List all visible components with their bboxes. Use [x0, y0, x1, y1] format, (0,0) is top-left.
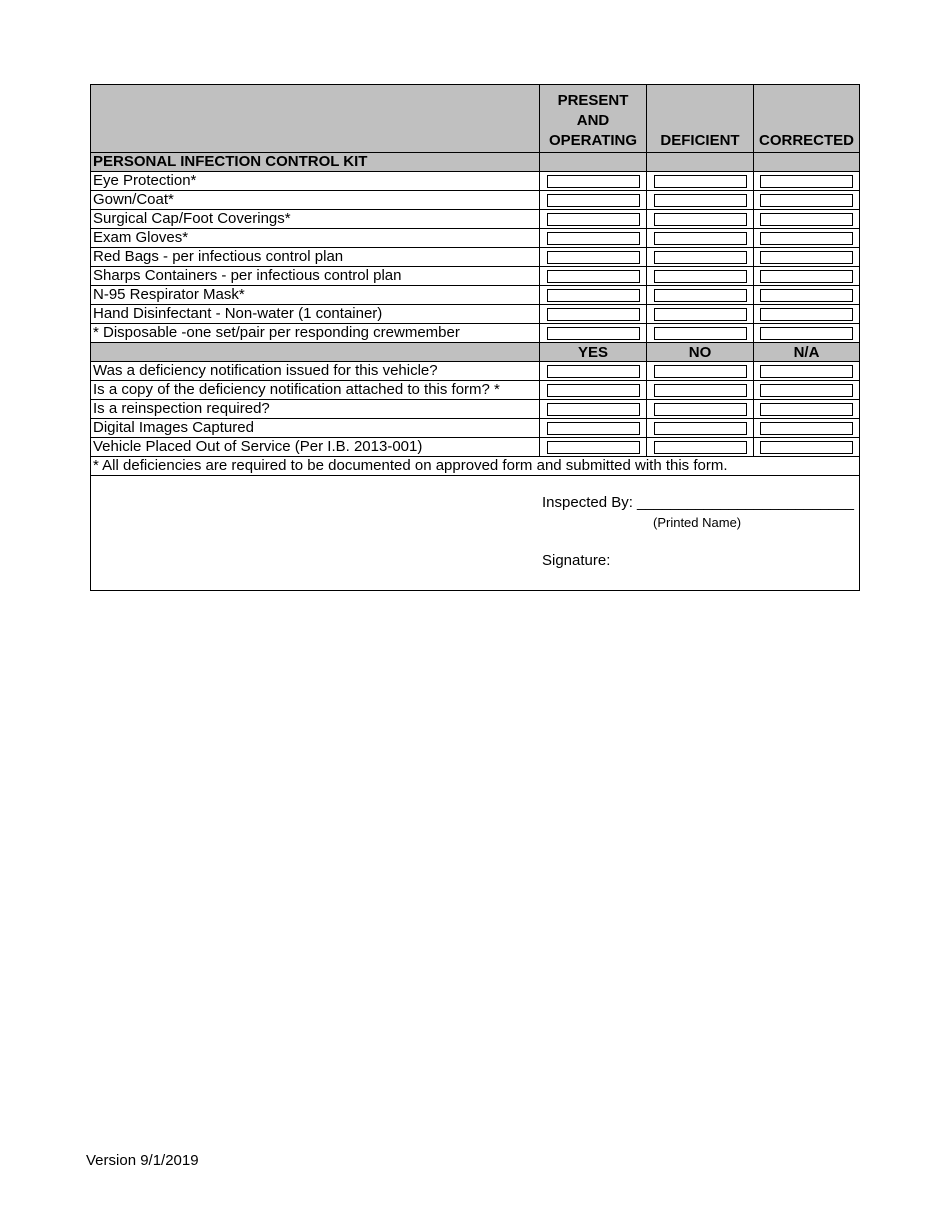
- question-label: Is a reinspection required?: [91, 400, 540, 418]
- inspected-by-field[interactable]: Inspected By: __________________________: [542, 494, 854, 511]
- header-corrected: CORRECTED: [758, 132, 854, 149]
- na-checkbox[interactable]: [760, 384, 853, 397]
- table-row: [91, 305, 859, 324]
- deficient-checkbox[interactable]: [654, 194, 747, 207]
- corrected-cell: [754, 267, 859, 285]
- deficient-cell: [647, 286, 754, 304]
- item-label: Exam Gloves*: [91, 229, 540, 247]
- na-checkbox[interactable]: [760, 403, 853, 416]
- yes-checkbox[interactable]: [547, 365, 640, 378]
- na-cell: [754, 438, 859, 456]
- yes-cell: [540, 381, 647, 399]
- present-cell: [540, 248, 647, 266]
- question-label: Digital Images Captured: [91, 419, 540, 437]
- corrected-checkbox[interactable]: [760, 232, 853, 245]
- yes-cell: [540, 419, 647, 437]
- present-checkbox[interactable]: [547, 308, 640, 321]
- corrected-checkbox[interactable]: [760, 213, 853, 226]
- corrected-checkbox[interactable]: [760, 289, 853, 302]
- na-checkbox[interactable]: [760, 422, 853, 435]
- yes-checkbox[interactable]: [547, 403, 640, 416]
- na-cell: [754, 400, 859, 418]
- table-row: [91, 172, 859, 191]
- present-checkbox[interactable]: [547, 251, 640, 264]
- footnote: * All deficiencies are required to be documented on approved form and submitted with this form.: [91, 457, 859, 476]
- corrected-checkbox[interactable]: [760, 270, 853, 283]
- deficient-cell: [647, 229, 754, 247]
- table-row: [91, 400, 859, 419]
- no-checkbox[interactable]: [654, 365, 747, 378]
- present-cell: [540, 286, 647, 304]
- question-section-header: [91, 343, 859, 362]
- no-cell: [647, 438, 754, 456]
- corrected-cell: [754, 286, 859, 304]
- present-cell: [540, 191, 647, 209]
- item-label: Surgical Cap/Foot Coverings*: [91, 210, 540, 228]
- kit-section-blank-2: [647, 153, 754, 171]
- deficient-checkbox[interactable]: [654, 232, 747, 245]
- present-checkbox[interactable]: [547, 175, 640, 188]
- deficient-checkbox[interactable]: [654, 308, 747, 321]
- yes-cell: [540, 438, 647, 456]
- deficient-cell: [647, 210, 754, 228]
- yes-checkbox[interactable]: [547, 422, 640, 435]
- deficient-checkbox[interactable]: [654, 289, 747, 302]
- header-na: N/A: [793, 343, 820, 361]
- corrected-cell: [754, 248, 859, 266]
- present-cell: [540, 267, 647, 285]
- table-row: [91, 381, 859, 400]
- question-label: Was a deficiency notification issued for this vehicle?: [91, 362, 540, 380]
- item-label: Eye Protection*: [91, 172, 540, 190]
- present-checkbox[interactable]: [547, 213, 640, 226]
- item-label: Gown/Coat*: [91, 191, 540, 209]
- header-present-text: PRESENT: [557, 92, 629, 109]
- kit-section-header: [91, 153, 859, 172]
- table-row: [91, 324, 859, 343]
- signature-block: [91, 476, 859, 590]
- corrected-cell: [754, 305, 859, 323]
- corrected-cell: [754, 172, 859, 190]
- header-yes: YES: [540, 343, 647, 361]
- no-checkbox[interactable]: [654, 422, 747, 435]
- present-checkbox[interactable]: [547, 289, 640, 302]
- printed-name-caption: (Printed Name): [653, 515, 742, 530]
- no-cell: [647, 362, 754, 380]
- na-cell: [754, 362, 859, 380]
- yes-cell: [540, 400, 647, 418]
- no-cell: [647, 419, 754, 437]
- deficient-cell: [647, 305, 754, 323]
- table-row: [91, 362, 859, 381]
- corrected-checkbox[interactable]: [760, 327, 853, 340]
- signature-field[interactable]: Signature:: [542, 552, 611, 569]
- deficient-checkbox[interactable]: [654, 327, 747, 340]
- item-label: N-95 Respirator Mask*: [91, 286, 540, 304]
- deficient-cell: [647, 248, 754, 266]
- deficient-checkbox[interactable]: [654, 175, 747, 188]
- kit-section-blank-3: [754, 153, 859, 171]
- header-operating-text: OPERATING: [548, 132, 638, 149]
- table-row: [91, 229, 859, 248]
- table-row: [91, 210, 859, 229]
- deficient-cell: [647, 191, 754, 209]
- deficient-cell: [647, 172, 754, 190]
- present-cell: [540, 210, 647, 228]
- present-checkbox[interactable]: [547, 232, 640, 245]
- version-label: Version 9/1/2019: [86, 1152, 199, 1169]
- no-cell: [647, 400, 754, 418]
- question-label: Is a copy of the deficiency notification attached to this form? *: [91, 381, 540, 399]
- item-label: * Disposable -one set/pair per responding crewmember: [91, 324, 540, 342]
- deficient-checkbox[interactable]: [654, 270, 747, 283]
- na-cell: [754, 419, 859, 437]
- na-checkbox[interactable]: [760, 441, 853, 454]
- corrected-checkbox[interactable]: [760, 194, 853, 207]
- yes-cell: [540, 362, 647, 380]
- deficient-checkbox[interactable]: [654, 213, 747, 226]
- present-checkbox[interactable]: [547, 327, 640, 340]
- header-blank-cell: [91, 85, 540, 152]
- header-deficient: DEFICIENT: [647, 85, 754, 152]
- table-row: [91, 267, 859, 286]
- no-checkbox[interactable]: [654, 384, 747, 397]
- corrected-cell: [754, 191, 859, 209]
- inspection-form: [90, 84, 860, 591]
- table-row: [91, 286, 859, 305]
- item-label: Red Bags - per infectious control plan: [91, 248, 540, 266]
- item-label: Sharps Containers - per infectious control plan: [91, 267, 540, 285]
- no-checkbox[interactable]: [654, 403, 747, 416]
- corrected-cell: [754, 324, 859, 342]
- question-section-blank: [91, 343, 540, 361]
- no-cell: [647, 381, 754, 399]
- header-present-operating: [540, 85, 647, 152]
- present-cell: [540, 229, 647, 247]
- item-label: Hand Disinfectant - Non-water (1 container): [91, 305, 540, 323]
- table-row: [91, 191, 859, 210]
- corrected-checkbox[interactable]: [760, 175, 853, 188]
- yes-checkbox[interactable]: [547, 384, 640, 397]
- present-cell: [540, 324, 647, 342]
- header-no: NO: [647, 343, 754, 361]
- table-row: [91, 419, 859, 438]
- column-header-row: [91, 85, 859, 153]
- header-and-text: AND: [576, 112, 610, 129]
- table-row: [91, 248, 859, 267]
- present-cell: [540, 305, 647, 323]
- kit-section-title: PERSONAL INFECTION CONTROL KIT: [91, 153, 540, 171]
- na-cell: [754, 381, 859, 399]
- table-row: [91, 438, 859, 457]
- deficient-cell: [647, 324, 754, 342]
- present-checkbox[interactable]: [547, 194, 640, 207]
- kit-section-blank-1: [540, 153, 647, 171]
- deficient-checkbox[interactable]: [654, 251, 747, 264]
- corrected-checkbox[interactable]: [760, 308, 853, 321]
- corrected-checkbox[interactable]: [760, 251, 853, 264]
- present-cell: [540, 172, 647, 190]
- present-checkbox[interactable]: [547, 270, 640, 283]
- no-checkbox[interactable]: [654, 441, 747, 454]
- corrected-cell: [754, 210, 859, 228]
- question-label: Vehicle Placed Out of Service (Per I.B. 2013-001): [91, 438, 540, 456]
- na-checkbox[interactable]: [760, 365, 853, 378]
- yes-checkbox[interactable]: [547, 441, 640, 454]
- corrected-cell: [754, 229, 859, 247]
- deficient-cell: [647, 267, 754, 285]
